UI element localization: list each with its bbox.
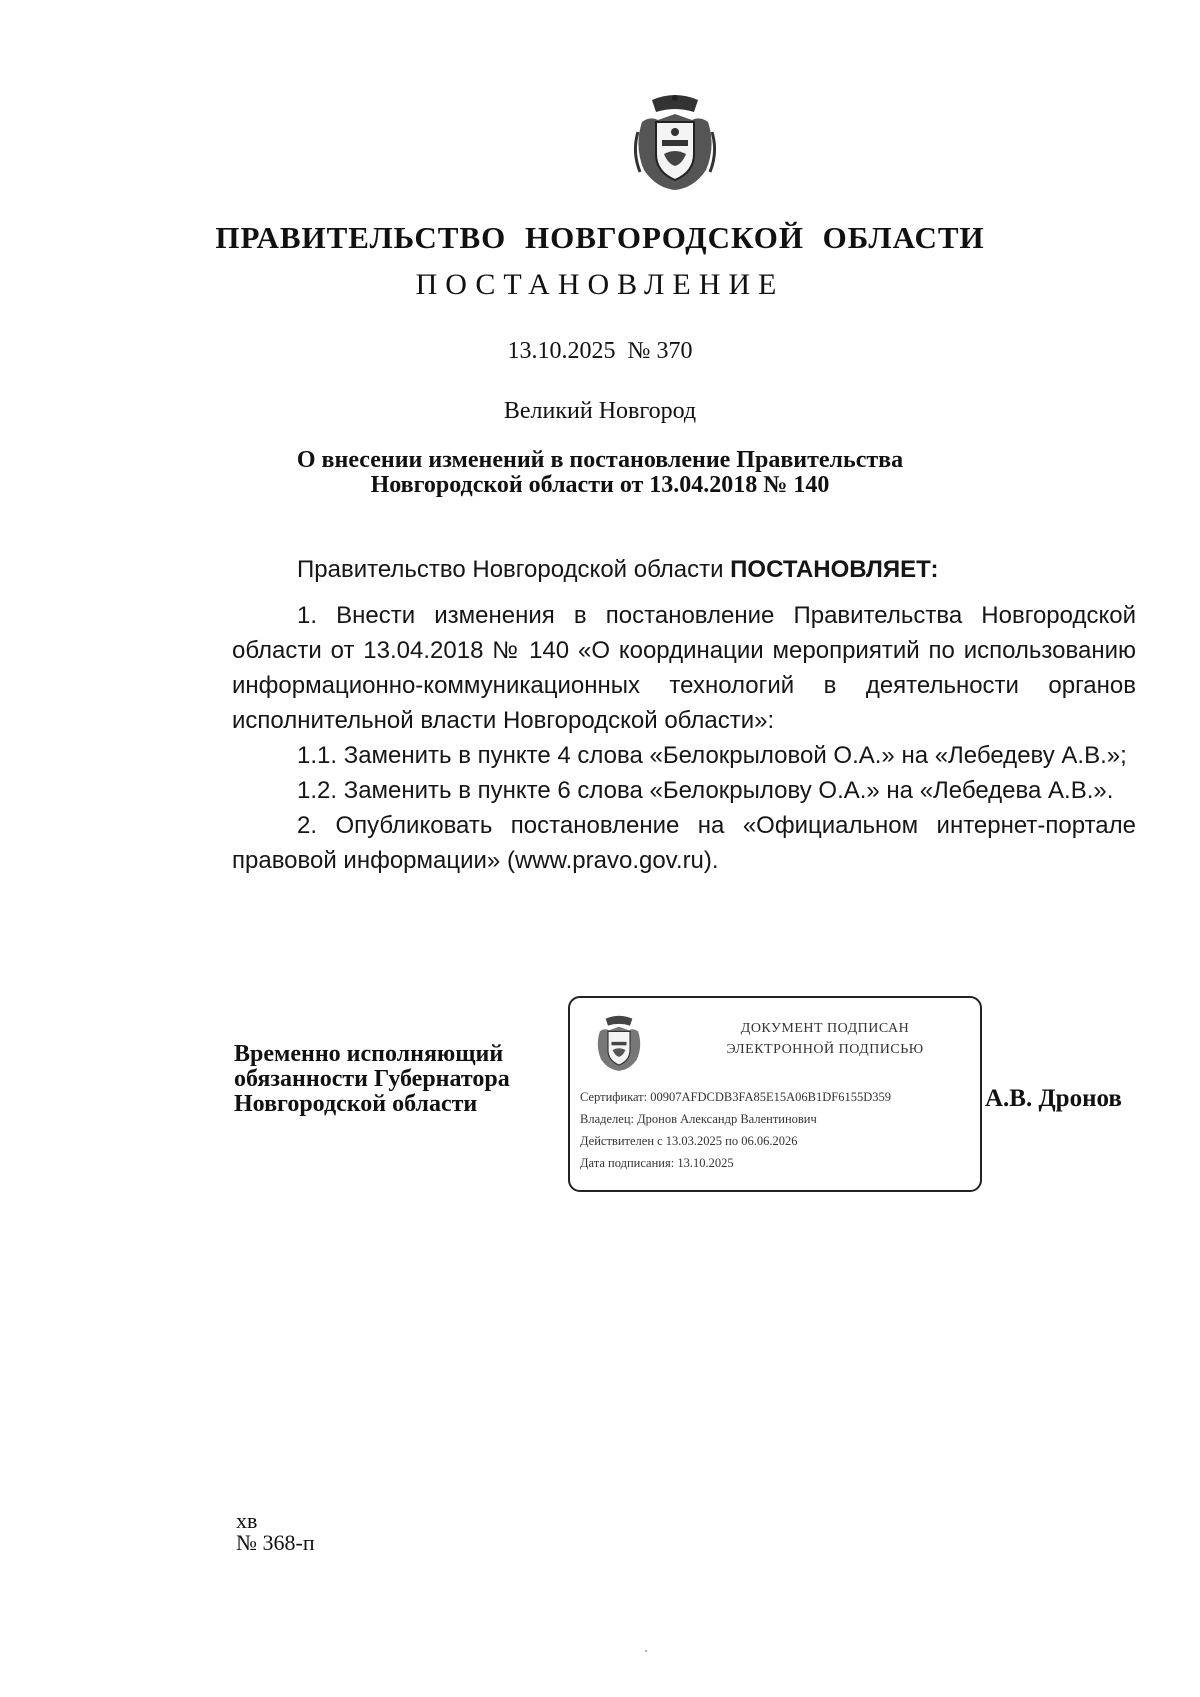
stamp-validity: Действителен с 13.03.2025 по 06.06.2026 [580,1134,798,1148]
footer-number: № 368-п [236,1530,315,1555]
date-and-number: 13.10.2025 № 370 [507,338,693,364]
stamp-details [580,1086,980,1174]
coat-of-arms-icon [632,92,718,192]
city: Великий Новгород [503,398,697,424]
stamp-owner: Владелец: Дронов Александр Валентинович [580,1112,817,1126]
stamp-heading [680,1018,970,1060]
document-footer [236,1510,315,1554]
stamp-heading-line-2: ЭЛЕКТРОННОЙ ПОДПИСЬЮ [726,1042,924,1057]
resolution-intro [232,552,1136,587]
subject-line-1: О внесении изменений в постановление Правительства [296,447,904,473]
stamp-signing-date: Дата подписания: 13.10.2025 [580,1156,734,1170]
item-1-2: 1.2. Заменить в пункте 6 слова «Белокрылову О.А.» на «Лебедева А.В.». [297,777,1114,804]
stamp-certificate: Сертификат: 00907AFDCDB3FA85E15A06B1DF6155D359 [580,1090,891,1104]
signer-name: А.В. Дронов [985,1085,1122,1112]
signer-position [234,1042,564,1117]
stamp-coat-of-arms-icon [594,1014,644,1072]
intro-text: Правительство Новгородской области [297,556,731,583]
intro-verb: ПОСТАНОВЛЯЕТ: [730,556,939,583]
signer-position-line-1: Временно исполняющий [234,1041,504,1067]
stamp-heading-line-1: ДОКУМЕНТ ПОДПИСАН [740,1021,910,1036]
item-2: 2. Опубликовать постановление на «Официальном интернет-портале правовой информации» (www.pravo.gov.ru). [232,812,1136,874]
document-subject [0,448,1200,498]
organization-title: ПРАВИТЕЛЬСТВО НОВГОРОДСКОЙ ОБЛАСТИ [215,220,985,255]
scan-speck [645,1650,647,1652]
footer-initials: хв [236,1508,258,1533]
subject-line-2: Новгородской области от 13.04.2018 № 140 [370,472,830,498]
document-type: ПОСТАНОВЛЕНИЕ [415,268,785,301]
signer-position-line-2: обязанности Губернатора [234,1066,510,1092]
item-1-1: 1.1. Заменить в пункте 4 слова «Белокрыловой О.А.» на «Лебедеву А.В.»; [297,742,1127,769]
signer-position-line-3: Новгородской области [234,1091,478,1117]
electronic-signature-stamp [568,996,982,1192]
document-body [232,552,1136,878]
item-1: 1. Внести изменения в постановление Правительства Новгородской области от 13.04.2018 № 140 «О координации мероприятий по использованию информационно-коммуникационных технологий в деятельности органов исполнительной власти Новгородской области»: [232,602,1136,734]
